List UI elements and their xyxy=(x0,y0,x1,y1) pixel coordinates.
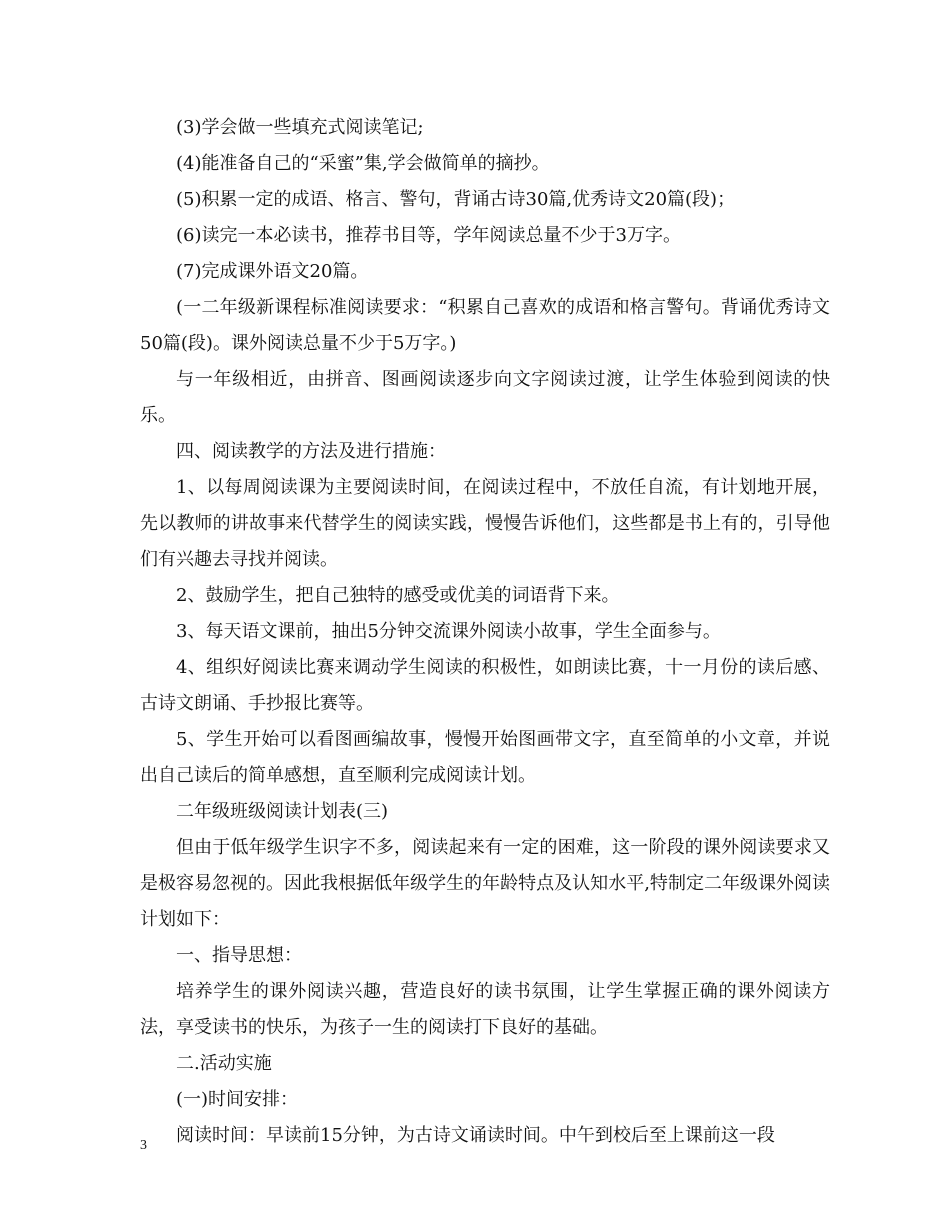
paragraph: 5、学生开始可以看图画编故事，慢慢开始图画带文字，直至简单的小文章，并说出自己读后的简单感想，直至顺利完成阅读计划。 xyxy=(140,729,830,786)
paragraph: 培养学生的课外阅读兴趣，营造良好的读书氛围，让学生掌握正确的课外阅读方法，享受读书的快乐，为孩子一生的阅读打下良好的基础。 xyxy=(140,981,830,1038)
paragraph: 阅读时间：早读前15分钟，为古诗文诵读时间。中午到校后至上课前这一段 xyxy=(176,1125,775,1146)
paragraph: (5)积累一定的成语、格言、警句，背诵古诗30篇,优秀诗文20篇(段)； xyxy=(176,189,736,210)
section-title: 二年级班级阅读计划表(三) xyxy=(176,801,389,822)
paragraph: (一二年级新课程标准阅读要求：“积累自己喜欢的成语和格言警句。背诵优秀诗文50篇(段)。课外阅读总量不少于5万字。) xyxy=(140,297,830,354)
section-heading: 二.活动实施 xyxy=(176,1053,272,1074)
paragraph: 2、鼓励学生，把自己独特的感受或优美的词语背下来。 xyxy=(176,585,620,606)
document-body xyxy=(140,110,830,1154)
paragraph: (6)读完一本必读书，推荐书目等，学年阅读总量不少于3万字。 xyxy=(176,225,681,246)
subsection-heading: (一)时间安排： xyxy=(176,1089,299,1110)
paragraph: 但由于低年级学生识字不多，阅读起来有一定的困难，这一阶段的课外阅读要求又是极容易忽视的。因此我根据低年级学生的年龄特点及认知水平,特制定二年级课外阅读计划如下： xyxy=(140,837,830,930)
paragraph: 1、以每周阅读课为主要阅读时间，在阅读过程中，不放任自流，有计划地开展，先以教师的讲故事来代替学生的阅读实践，慢慢告诉他们，这些都是书上有的，引导他们有兴趣去寻找并阅读。 xyxy=(140,477,830,570)
paragraph: 4、组织好阅读比赛来调动学生阅读的积极性，如朗读比赛，十一月份的读后感、古诗文朗诵、手抄报比赛等。 xyxy=(140,657,830,714)
paragraph: (7)完成课外语文20篇。 xyxy=(176,261,369,282)
paragraph: (3)学会做一些填充式阅读笔记; xyxy=(176,117,424,138)
section-heading: 一、指导思想： xyxy=(176,945,302,966)
paragraph: 与一年级相近，由拼音、图画阅读逐步向文字阅读过渡，让学生体验到阅读的快乐。 xyxy=(140,369,830,426)
paragraph: (4)能准备自己的“采蜜”集,学会做简单的摘抄。 xyxy=(176,153,550,174)
paragraph: 3、每天语文课前，抽出5分钟交流课外阅读小故事，学生全面参与。 xyxy=(176,621,721,642)
page-number: 3 xyxy=(140,1138,147,1153)
section-heading: 四、阅读教学的方法及进行措施： xyxy=(176,441,446,462)
